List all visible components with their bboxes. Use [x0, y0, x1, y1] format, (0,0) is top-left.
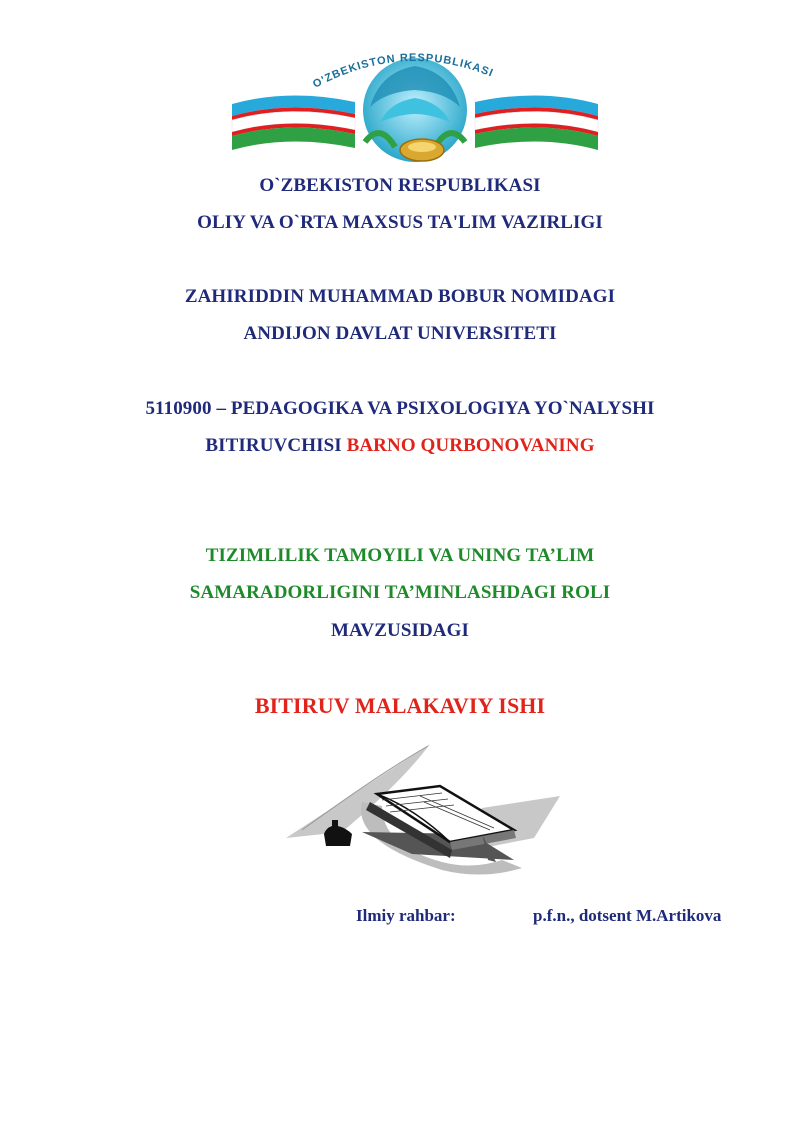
book-quill-illustration — [282, 742, 566, 884]
university-name-line2: ANDIJON DAVLAT UNIVERSITETI — [243, 323, 557, 344]
program-line: 5110900 – PEDAGOGIKA VA PSIXOLOGIYA YO`NALYSHI — [145, 398, 655, 419]
graduate-line — [0, 434, 800, 458]
topic-line2: SAMARADORLIGINI TA’MINLASHDAGI ROLI — [189, 582, 611, 603]
left-flag-ribbon — [232, 95, 355, 150]
advisor-label: Ilmiy rahbar: — [356, 906, 456, 925]
university-name-line1: ZAHIRIDDIN MUHAMMAD BOBUR NOMIDAGI — [184, 286, 616, 307]
emblem-arc-text: O'ZBEKISTON RESPUBLIKASI — [311, 52, 496, 91]
topic-line1: TIZIMLILIK TAMOYILI VA UNING TA’LIM — [205, 545, 595, 566]
graduate-name: BARNO QURBONOVANING — [346, 435, 595, 456]
graduate-prefix: BITIRUVCHISI — [205, 435, 347, 456]
state-emblem-image — [230, 52, 600, 164]
right-flag-ribbon — [475, 95, 598, 150]
work-type-title: BITIRUV MALAKAVIY ISHI — [254, 693, 546, 718]
ministry-name: OLIY VA O`RTA MAXSUS TA'LIM VAZIRLIGI — [197, 212, 603, 233]
advisor-name: p.f.n., dotsent M.Artikova — [533, 906, 722, 925]
topic-line3: MAVZUSIDAGI — [331, 620, 469, 641]
country-name: O`ZBEKISTON RESPUBLIKASI — [259, 175, 541, 196]
